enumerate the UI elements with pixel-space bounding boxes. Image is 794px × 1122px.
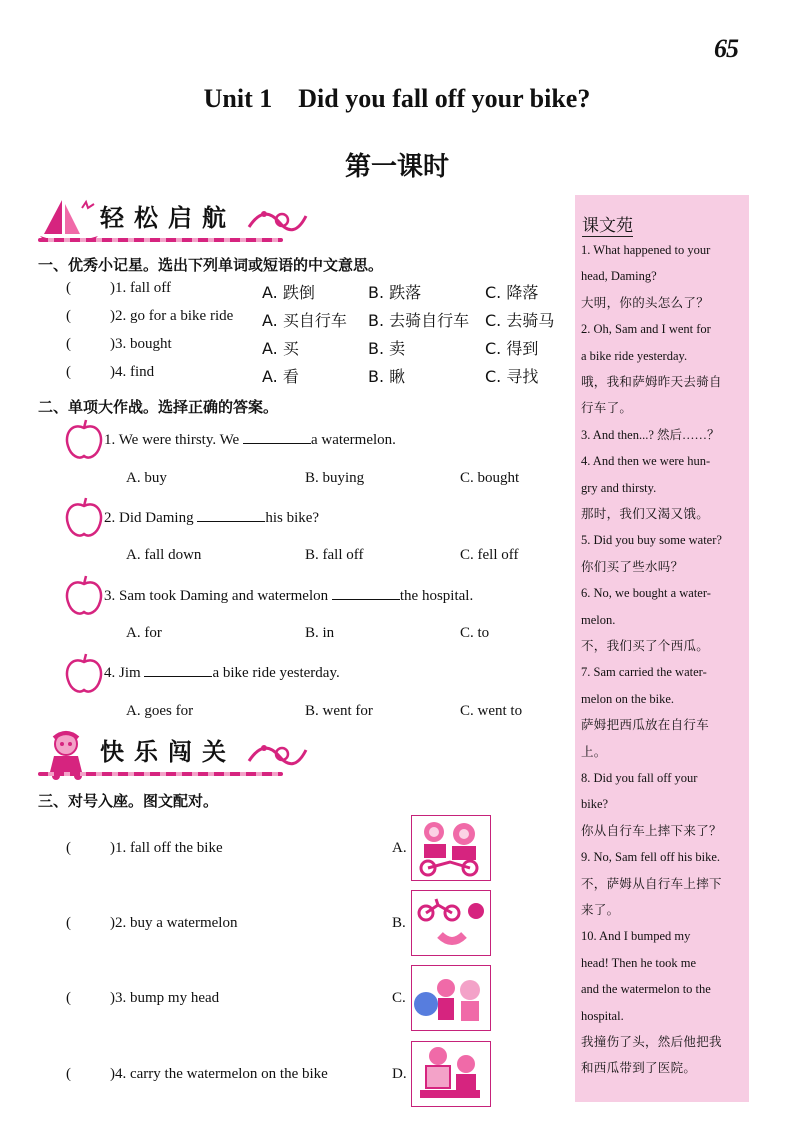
- flourish-icon: [244, 202, 314, 242]
- picture-letter: D.: [392, 1066, 407, 1082]
- option-c[interactable]: C. fell off: [460, 547, 519, 563]
- sidebar-line: 2. Oh, Sam and I went for: [581, 322, 711, 337]
- sidebar-line: 3. And then...? 然后……？: [581, 427, 720, 442]
- doctor-patient-icon: [412, 1042, 489, 1105]
- sidebar-line: head! Then he took me: [581, 955, 697, 970]
- match-phrase: )3. bump my head: [110, 990, 220, 1006]
- answer-blank[interactable]: [332, 586, 400, 600]
- vocab-term: )4. find: [110, 364, 155, 380]
- answer-paren[interactable]: (: [66, 1066, 71, 1082]
- option-a[interactable]: A. goes for: [126, 703, 194, 719]
- picture-a: [411, 815, 491, 881]
- sidebar-line: 和西瓜带到了医院。: [581, 1060, 697, 1076]
- sidebar-line: 行车了。: [581, 400, 633, 416]
- sidebar-line: 萨姆把西瓜放在自行车: [581, 717, 710, 733]
- section2-heading: 二、单项大作战。选择正确的答案。: [38, 398, 279, 416]
- apple-icon: [62, 574, 106, 618]
- answer-paren[interactable]: (: [66, 840, 71, 856]
- sidebar-line: melon on the bike.: [581, 691, 675, 706]
- question-stem-end: his bike?: [265, 510, 320, 526]
- sidebar-line: 4. And then we were hun-: [581, 454, 711, 469]
- question-stem: 1. We were thirsty. We: [104, 432, 243, 448]
- option-c[interactable]: C. bought: [460, 470, 520, 486]
- sidebar-line: 大明，你的头怎么了？: [581, 294, 710, 310]
- sidebar-line: 10. And I bumped my: [581, 929, 691, 944]
- bumped-head-icon: [412, 966, 489, 1029]
- option-c[interactable]: C. went to: [460, 703, 523, 719]
- vocab-term: )3. bought: [110, 336, 172, 352]
- match-phrase: )2. buy a watermelon: [110, 915, 238, 931]
- picture-letter: B.: [392, 915, 406, 931]
- section1-row: [38, 364, 558, 388]
- sidebar-line: 1. What happened to your: [581, 243, 711, 257]
- answer-paren[interactable]: (: [66, 915, 71, 931]
- picture-b: [411, 890, 491, 956]
- answer-paren[interactable]: (: [66, 364, 71, 380]
- banner-qingsong: [38, 196, 288, 248]
- option-c: C. 得到: [485, 339, 539, 358]
- sidebar-line: 7. Sam carried the water-: [581, 665, 707, 680]
- option-b: B. 跌落: [368, 283, 422, 302]
- question-stem-end: a bike ride yesterday.: [212, 665, 340, 681]
- sidebar-line: 8. Did you fall off your: [581, 771, 698, 785]
- answer-paren[interactable]: (: [66, 336, 71, 352]
- text-garden-sidebar: [575, 195, 749, 1102]
- answer-paren[interactable]: (: [66, 990, 71, 1006]
- option-b: B. 去骑自行车: [368, 311, 470, 330]
- option-b[interactable]: B. went for: [305, 703, 373, 719]
- children-bikes-icon: [412, 816, 489, 879]
- section1-row: [38, 308, 558, 332]
- sidebar-line: 你从自行车上摔下来了？: [581, 822, 722, 838]
- sidebar-line: 6. No, we bought a water-: [581, 586, 711, 601]
- sidebar-line: gry and thirsty.: [581, 480, 657, 495]
- sidebar-line: bike?: [581, 797, 609, 812]
- option-c[interactable]: C. to: [460, 625, 490, 641]
- apple-icon: [62, 652, 106, 696]
- option-b[interactable]: B. buying: [305, 470, 365, 486]
- unit-title: Unit 1 Did you fall off your bike?: [203, 84, 591, 113]
- sidebar-line: a bike ride yesterday.: [581, 348, 688, 363]
- question-stem: 3. Sam took Daming and watermelon: [104, 588, 332, 604]
- sidebar-title: 课文苑: [582, 211, 633, 237]
- section1-row: [38, 336, 558, 360]
- picture-c: [411, 965, 491, 1031]
- vocab-term: )1. fall off: [110, 280, 171, 296]
- sidebar-line: 上。: [581, 743, 607, 759]
- option-a: A. 买自行车: [262, 311, 347, 330]
- banner-qingsong-text: 轻松启航: [100, 204, 236, 232]
- page-number: 65: [714, 34, 738, 63]
- option-a: A. 看: [262, 367, 299, 386]
- option-a: A. 买: [262, 339, 299, 358]
- sidebar-line: 9. No, Sam fell off his bike.: [581, 850, 720, 865]
- option-c: C. 去骑马: [485, 311, 555, 330]
- banner-kuaile-text: 快乐闯关: [100, 738, 236, 766]
- sidebar-line: 5. Did you buy some water?: [581, 533, 722, 548]
- sidebar-line: 你们买了些水吗？: [581, 558, 684, 574]
- match-phrase: )4. carry the watermelon on the bike: [110, 1066, 328, 1082]
- option-c: C. 降落: [485, 283, 539, 302]
- section1-row: [38, 280, 558, 304]
- lesson-subtitle: 第一课时: [344, 152, 449, 182]
- question-stem: 2. Did Daming: [104, 510, 198, 526]
- option-a: A. 跌倒: [262, 283, 315, 302]
- option-b[interactable]: B. fall off: [305, 547, 364, 563]
- option-a[interactable]: A. fall down: [126, 547, 202, 563]
- sidebar-line: head, Daming?: [581, 269, 657, 284]
- question-stem-end: a watermelon.: [310, 432, 396, 448]
- sidebar-line: 不，我们买了个西瓜。: [581, 638, 710, 653]
- match-phrase: )1. fall off the bike: [110, 840, 223, 856]
- option-b: B. 瞅: [368, 367, 406, 386]
- sidebar-line: 哦，我和萨姆昨天去骑自: [581, 374, 722, 389]
- sidebar-line: 不，萨姆从自行车上摔下: [581, 875, 722, 891]
- picture-d: [411, 1041, 491, 1107]
- bike-watermelon-icon: [412, 891, 489, 954]
- banner-underline: [38, 772, 283, 776]
- option-a[interactable]: A. buy: [126, 470, 167, 486]
- option-a[interactable]: A. for: [126, 625, 162, 641]
- answer-blank[interactable]: [197, 508, 265, 522]
- section1-heading: 一、优秀小记星。选出下列单词或短语的中文意思。: [38, 256, 384, 274]
- sidebar-line: 我撞伤了头，然后他把我: [581, 1034, 722, 1049]
- option-b: B. 卖: [368, 339, 406, 358]
- answer-paren[interactable]: (: [66, 308, 71, 324]
- section3-heading: 三、对号入座。图文配对。: [38, 792, 219, 810]
- question-stem: 4. Jim: [104, 665, 145, 681]
- picture-letter: C.: [392, 990, 406, 1006]
- sidebar-line: 来了。: [581, 902, 620, 917]
- banner-kuaile: [38, 730, 288, 782]
- option-c: C. 寻找: [485, 367, 539, 386]
- answer-blank[interactable]: [243, 430, 311, 444]
- apple-icon: [62, 496, 106, 540]
- sidebar-line: and the watermelon to the: [581, 982, 711, 997]
- answer-paren[interactable]: (: [66, 280, 71, 296]
- question-stem-end: the hospital.: [399, 588, 474, 604]
- sidebar-line: melon.: [581, 612, 616, 627]
- picture-letter: A.: [392, 840, 407, 856]
- sidebar-line: hospital.: [581, 1008, 624, 1023]
- option-b[interactable]: B. in: [305, 625, 335, 641]
- answer-blank[interactable]: [144, 663, 212, 677]
- apple-icon: [62, 418, 106, 462]
- sidebar-line: 那时，我们又渴又饿。: [581, 506, 710, 521]
- banner-underline: [38, 238, 283, 242]
- vocab-term: )2. go for a bike ride: [110, 308, 234, 324]
- flourish-icon: [244, 736, 314, 776]
